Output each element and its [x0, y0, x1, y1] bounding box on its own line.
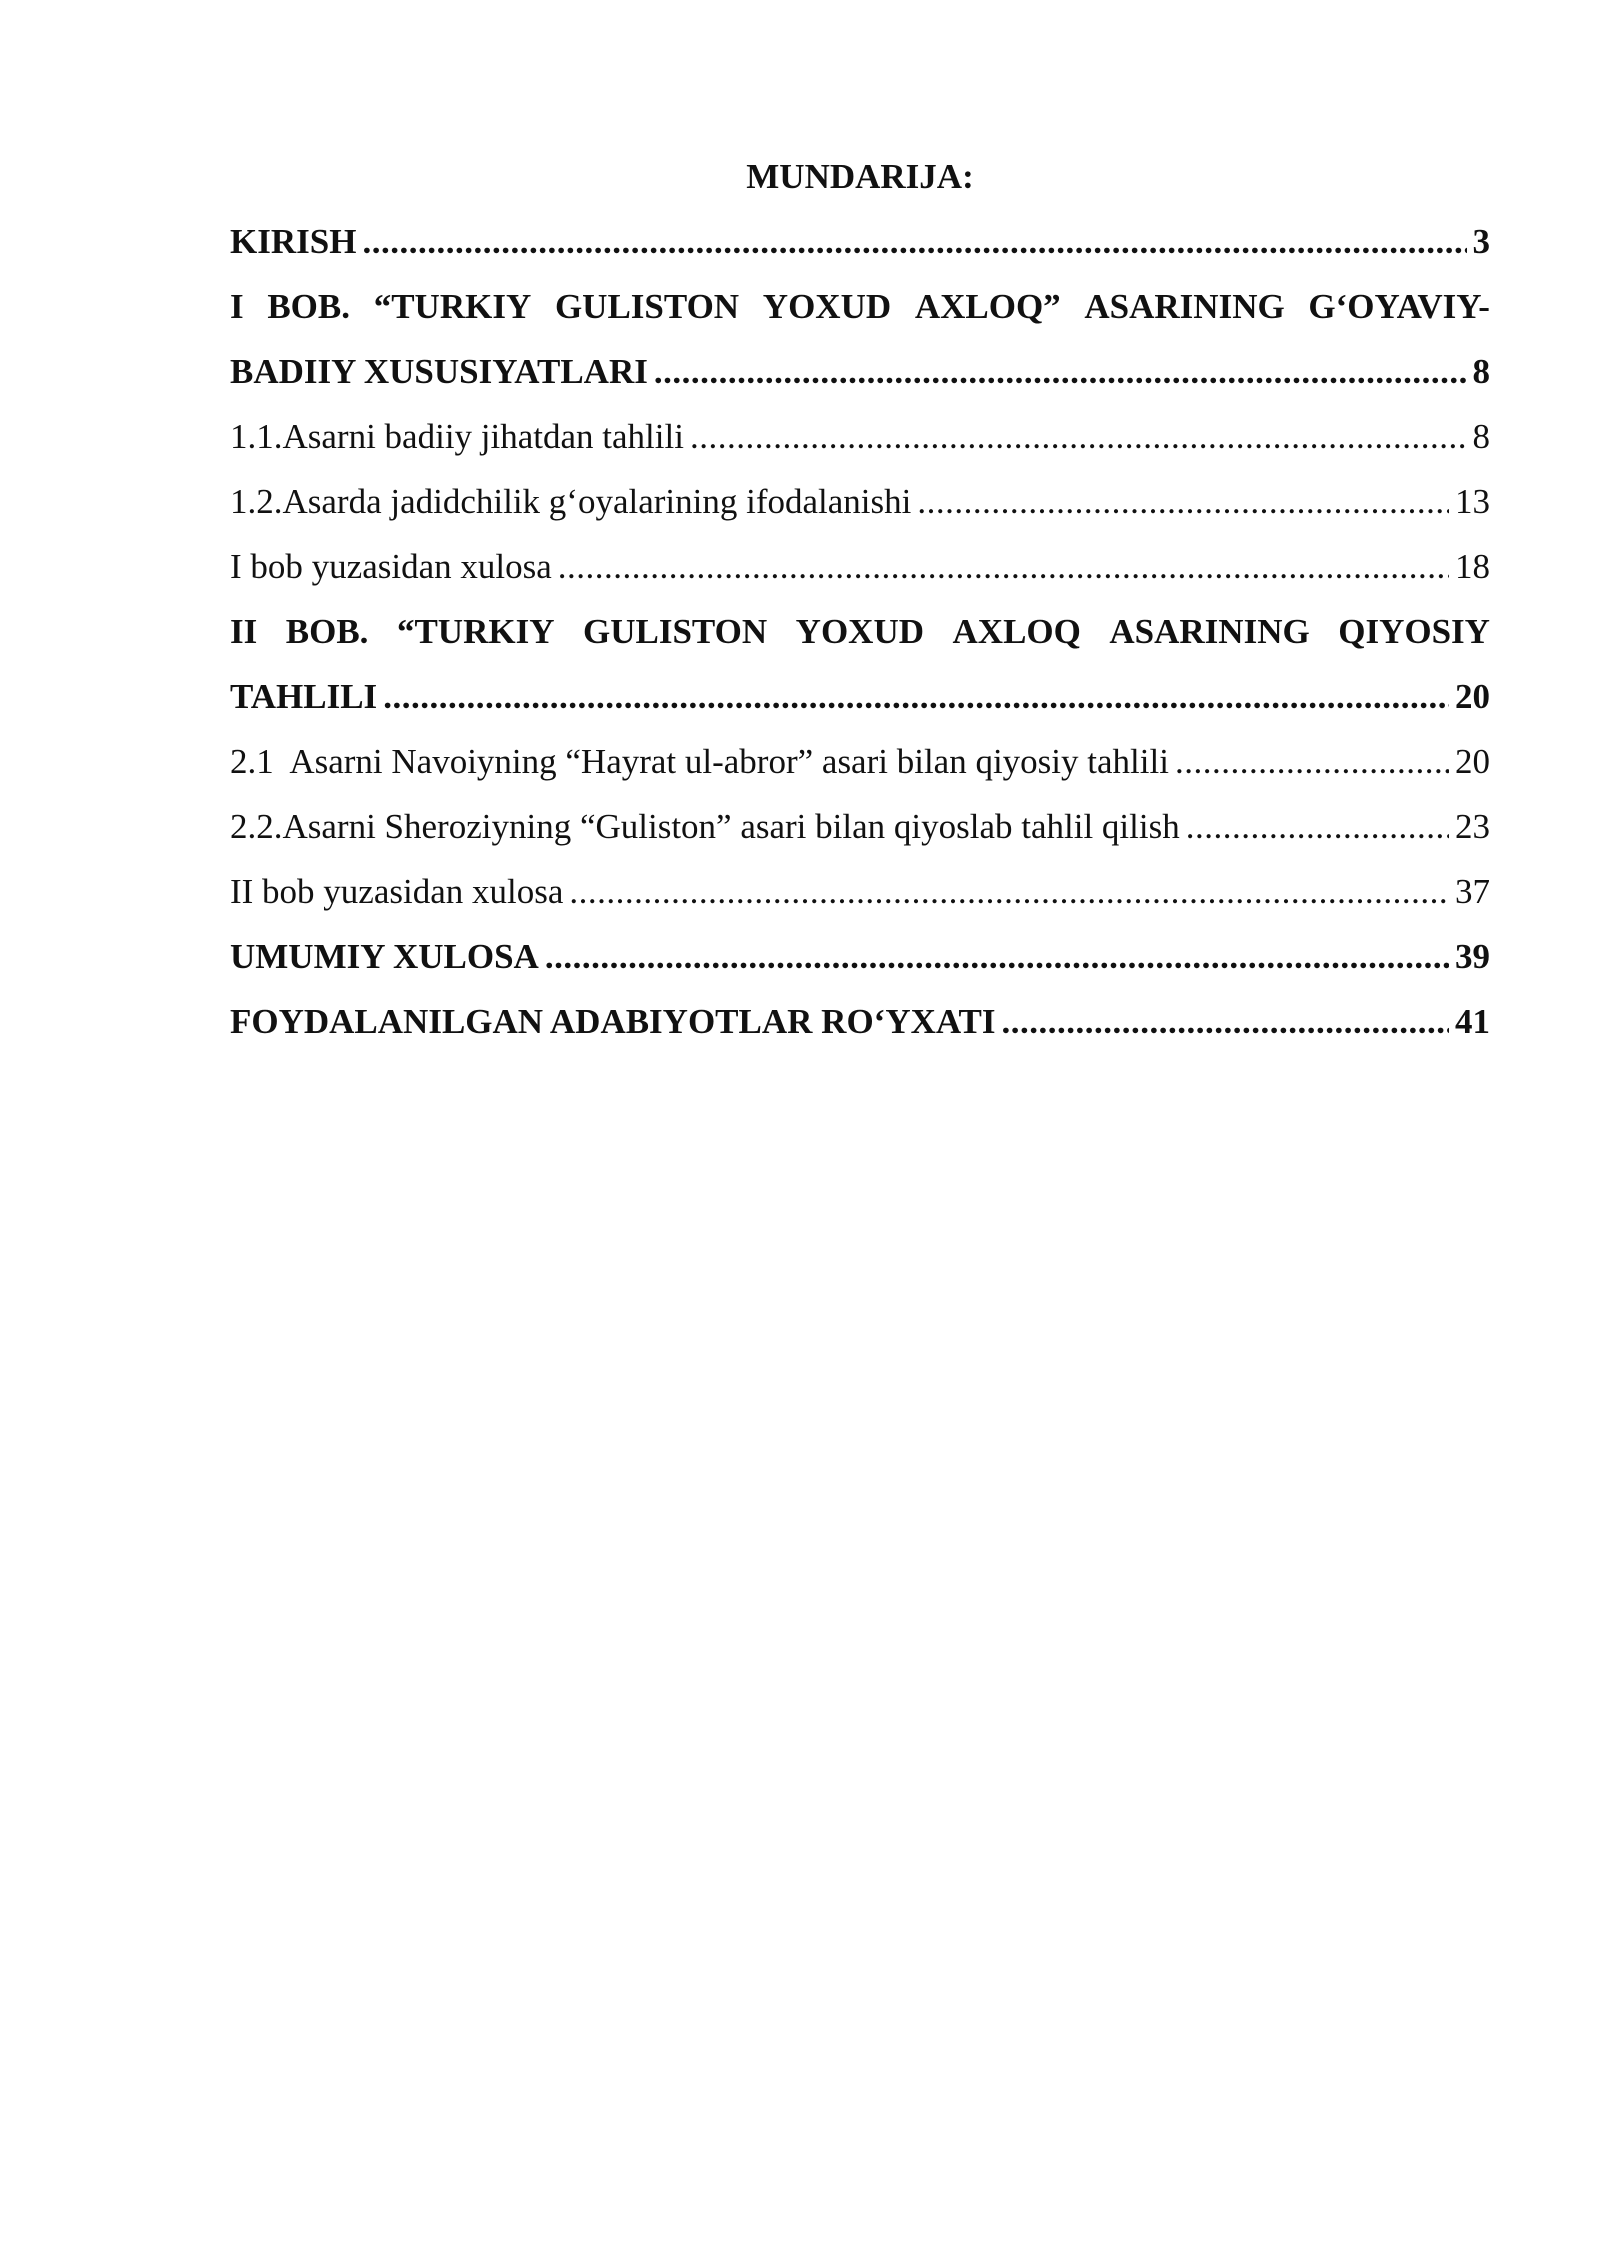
toc-heading-word: BOB.: [267, 287, 350, 326]
toc-leader-dots: [1002, 989, 1449, 1054]
toc-entry-general-conclusion[interactable]: [230, 924, 1490, 989]
toc-heading-word: GULISTON: [554, 287, 740, 326]
toc-page-number: 18: [1455, 547, 1490, 586]
toc-page-number: 3: [1472, 222, 1490, 261]
toc-heading-word: QIYOSIY: [1338, 612, 1490, 651]
toc-leader-dots: [690, 404, 1467, 469]
toc-entry-section-1-1[interactable]: [230, 404, 1490, 469]
toc-leader-dots: [558, 534, 1449, 599]
toc-title: MUNDARIJA:: [746, 157, 974, 196]
toc-heading-word: II: [230, 612, 258, 651]
toc-entry-chapter-1[interactable]: [230, 274, 1490, 404]
toc-entry-text: UMUMIY XULOSA: [230, 937, 539, 976]
toc-page-number: 41: [1455, 1002, 1490, 1041]
toc-entry-text: FOYDALANILGAN ADABIYOTLAR RO‘YXATI: [230, 1002, 996, 1041]
toc-heading-word: ASARINING: [1084, 287, 1285, 326]
toc-heading-word: “TURKIY: [373, 287, 532, 326]
toc-entry-section-2-1[interactable]: [230, 729, 1490, 794]
toc-heading-word: AXLOQ: [952, 612, 1081, 651]
toc-page-number: 8: [1472, 352, 1490, 391]
toc-entry-text: 1.1.Asarni badiiy jihatdan tahlili: [230, 417, 684, 456]
toc-heading-word: I: [230, 287, 244, 326]
toc-heading-word: G‘OYAVIY-: [1308, 287, 1490, 326]
toc-entry-text: II bob yuzasidan xulosa: [230, 872, 564, 911]
toc-entry-text-line1: [230, 599, 1490, 664]
toc-leader-dots: [1186, 794, 1449, 859]
toc-heading-word: AXLOQ”: [914, 287, 1061, 326]
toc-page-number: 23: [1455, 807, 1490, 846]
toc-heading-word: GULISTON: [583, 612, 768, 651]
toc-leader-dots: [545, 924, 1449, 989]
toc-entry-text: TAHLILI: [230, 677, 378, 716]
toc-leader-dots: [569, 859, 1449, 924]
toc-heading-word: YOXUD: [762, 287, 892, 326]
toc-entry-text: BADIIY XUSUSIYATLARI: [230, 352, 648, 391]
toc-entry-section-1-2[interactable]: [230, 469, 1490, 534]
toc-entry-text-line1: [230, 274, 1490, 339]
toc-page-number: 39: [1455, 937, 1490, 976]
toc-entry-section-2-2[interactable]: [230, 794, 1490, 859]
toc-page-number: 20: [1455, 677, 1490, 716]
toc-page-number: 8: [1472, 417, 1490, 456]
toc-leader-dots: [1175, 729, 1449, 794]
table-of-contents: [230, 145, 1490, 1054]
toc-entry-text: 2.1 Asarni Navoiyning “Hayrat ul-abror” asari bilan qiyosiy tahlili: [230, 742, 1169, 781]
toc-heading-word: BOB.: [285, 612, 369, 651]
toc-heading-word: YOXUD: [795, 612, 924, 651]
toc-entry-chapter-2[interactable]: [230, 599, 1490, 729]
toc-page-number: 37: [1455, 872, 1490, 911]
toc-entry-text: 2.2.Asarni Sheroziyning “Guliston” asari bilan qiyoslab tahlil qilish: [230, 807, 1180, 846]
toc-leader-dots: [362, 209, 1466, 274]
toc-leader-dots: [654, 339, 1467, 404]
toc-entry-chapter-1-summary[interactable]: [230, 534, 1490, 599]
toc-heading-word: “TURKIY: [396, 612, 555, 651]
toc-entry-chapter-2-summary[interactable]: [230, 859, 1490, 924]
toc-page-number: 20: [1455, 742, 1490, 781]
toc-entry-kirish[interactable]: [230, 209, 1490, 274]
toc-entry-text: KIRISH: [230, 222, 357, 261]
toc-entry-references[interactable]: [230, 989, 1490, 1054]
toc-leader-dots: [383, 664, 1449, 729]
toc-leader-dots: [917, 469, 1449, 534]
toc-entry-text: I bob yuzasidan xulosa: [230, 547, 552, 586]
toc-entry-text: 1.2.Asarda jadidchilik g‘oyalarining ifodalanishi: [230, 482, 912, 521]
toc-heading-word: ASARINING: [1109, 612, 1310, 651]
toc-list: [230, 209, 1490, 1054]
toc-page-number: 13: [1455, 482, 1490, 521]
